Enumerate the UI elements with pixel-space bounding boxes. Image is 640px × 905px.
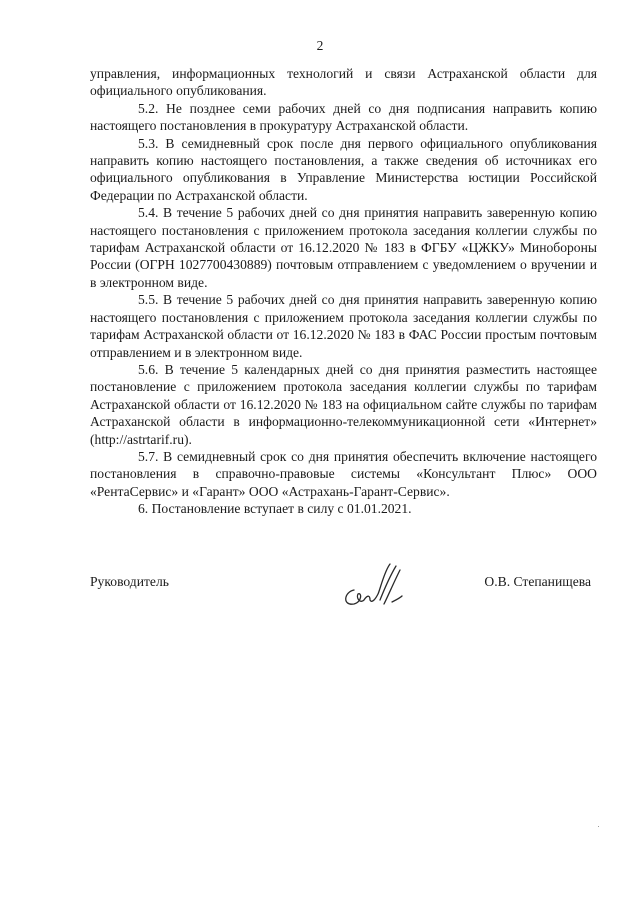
paragraph-5-6: 5.6. В течение 5 календарных дней со дня принятия разместить настоящее постановление с приложением протокола заседания коллегии службы по тарифам Астраханской области от 16.12.2020 № 183 на официальном сайте службы по тарифам Астраханской области в информационно-телекоммуникационной сети «Интернет» (http://astrtarif.ru).: [90, 361, 597, 447]
signatory-name: О.В. Степанищева: [484, 574, 591, 589]
page-number: 2: [316, 38, 324, 53]
document-body: [90, 65, 597, 518]
paragraph-5-7: 5.7. В семидневный срок со дня принятия обеспечить включение настоящего постановления в справочно-правовые системы «Консультант Плюс» ООО «РентаСервис» и «Гарант» ООО «Астрахань-Гарант-Сервис».: [90, 448, 597, 499]
signature-block: [90, 560, 597, 620]
paragraph-5-5: 5.5. В течение 5 рабочих дней со дня принятия направить заверенную копию настоящего постановления с приложением протокола заседания коллегии службы по тарифам Астраханской области от 16.12.2020 № 183 в ФАС России простым почтовым отправлением и в электронном виде.: [90, 292, 597, 360]
paragraph-5-2: 5.2. Не позднее семи рабочих дней со дня подписания направить копию настоящего постановления в прокуратуру Астраханской области.: [90, 100, 597, 134]
handwritten-signature: [340, 560, 410, 610]
paragraph-continuation: управления, информационных технологий и связи Астраханской области для официального опубликования.: [90, 66, 597, 99]
scan-speck: [598, 826, 599, 827]
paragraph-6: 6. Постановление вступает в силу с 01.01.2021.: [138, 501, 412, 517]
signatory-title: Руководитель: [90, 574, 169, 589]
paragraph-5-4: 5.4. В течение 5 рабочих дней со дня принятия направить заверенную копию настоящего постановления с приложением протокола заседания коллегии службы по тарифам Астраханской области от 16.12.2020 № 183 в ФГБУ «ЦЖКУ» Минобороны России (ОГРН 1027700430889) почтовым отправлением с уведомлением о вручении и в электронном виде.: [90, 205, 597, 290]
paragraph-5-3: 5.3. В семидневный срок после дня первого официального опубликования направить копию настоящего постановления, а также сведения об источниках его официального опубликования в Управление Министерства юстиции Российской Федерации по Астраханской области.: [90, 135, 597, 203]
